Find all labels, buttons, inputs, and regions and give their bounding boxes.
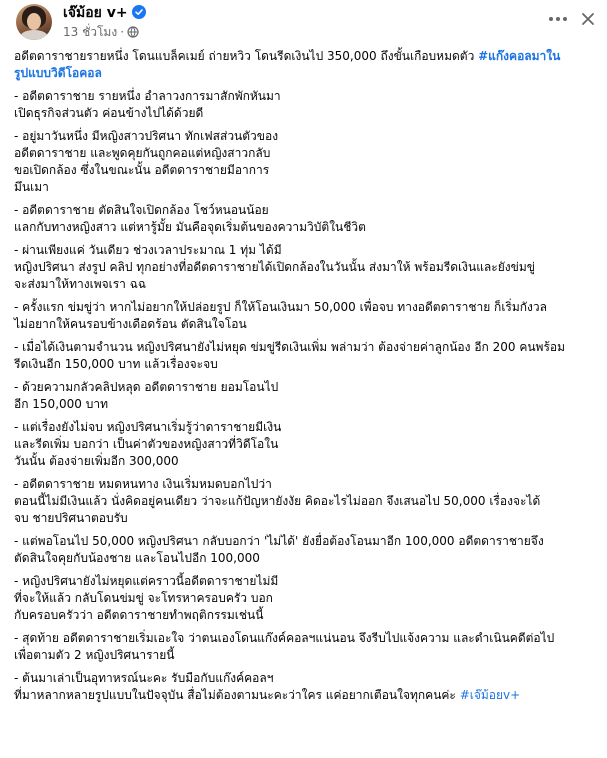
more-dot [556, 17, 560, 21]
post-paragraph [14, 573, 598, 624]
post-paragraph [14, 476, 598, 527]
author-name[interactable]: เจ๊ม้อย v+ [63, 5, 128, 21]
paragraph-text: แลกกับทางหญิงสาว แต่หารู้มั้ย มันคือจุดเริ่มต้นของความวิบัติในชีวิต [14, 220, 366, 234]
paragraph-text: - หญิงปริศนายังไม่หยุดแต่คราวนี้อดีตดาราชายไม่มี [14, 574, 279, 588]
post-paragraph [14, 419, 598, 470]
paragraph-text: - อดีตดาราชาย หมดหนทาง เงินเริ่มหมดบอกไปว่า [14, 477, 272, 491]
paragraph-text: มึนเมา [14, 180, 49, 194]
author-name-row [63, 4, 146, 22]
paragraph-text: - ด้วยความกลัวคลิปหลุด อดีตดาราชาย ยอมโอนไป [14, 380, 279, 394]
paragraph-text: ตัดสินใจคุยกับน้องชาย และโอนไปอีก 100,000 [14, 551, 260, 565]
paragraph-text: - สุดท้าย อดีตดาราชายเริ่มเอะใจ ว่าตนเองโดนแก๊งค์คอลฯแน่นอน จึงรีบไปแจ้งความ และดำเนินคดีต่อไป [14, 631, 555, 645]
avatar-body [20, 30, 48, 40]
close-icon[interactable] [577, 8, 599, 30]
meta-separator: · [120, 25, 125, 39]
paragraph-text: - แต่พอโอนไป 50,000 หญิงปริศนา กลับบอกว่า 'ไม่ได้' ยังยื่อต้องโอนมาอีก 100,000 อดีตดาราชายจึง [14, 534, 544, 548]
paragraph-text: - เมื่อได้เงินตามจำนวน หญิงปริศนายังไม่หยุด ข่มขู่รีดเงินเพิ่ม พล่ามว่า ต้องจ่ายค่าลูกน้อง อีก 200 คนพร้อม [14, 340, 566, 354]
paragraph-text: ที่มาหลากหลายรูปแบบในปัจจุบัน สื่อไม่ต้องตามนะคะว่าใคร แค่อยากเตือนใจทุกคนค่ะ [14, 688, 460, 702]
paragraph-text: อดีตดาราชาย และพูดคุยกันถูกคอแต่หญิงสาวกลับ [14, 146, 271, 160]
paragraph-text: หญิงปริศนา ส่งรูป คลิป ทุกอย่างที่อดีตดาราชายได้เปิดกล้องในวันนั้น ส่งมาให้ พร้อมรีดเงินและยังข่มขู่ [14, 260, 535, 274]
post-paragraph [14, 339, 598, 373]
paragraph-text: รีดเงินอีก 150,000 บาท แล้วเรื่องจะจบ [14, 357, 218, 371]
hashtag-link[interactable]: รูปแบบวิดีโอคอล [14, 66, 102, 80]
paragraph-text: - อยู่มาวันหนึ่ง มีหญิงสาวปริศนา ทักเฟสส่วนตัวของ [14, 129, 279, 143]
globe-icon[interactable] [127, 26, 139, 42]
paragraph-text: วันนั้น ต้องจ่ายเพิ่มอีก 300,000 [14, 454, 179, 468]
paragraph-text: จะส่งมาให้ทางเพจเรา ฉฉ [14, 277, 147, 291]
hashtag-link[interactable]: #แก๊งคอลมาใน [478, 49, 561, 63]
post-paragraph [14, 533, 598, 567]
author-avatar[interactable] [16, 4, 52, 40]
more-options-icon[interactable] [545, 8, 571, 30]
more-dot [549, 17, 553, 21]
paragraph-text: ตอนนี้ไม่มีเงินแล้ว นั่งคิดอยู่คนเดียว ว่าจะแก้ปัญหายังงัย คิดอะไรไม่ออก จึงเสนอไป 50,000 เรื่องจะได้ [14, 494, 541, 508]
more-dot [563, 17, 567, 21]
post-paragraph [14, 379, 598, 413]
paragraph-text: - ครั้งแรก ข่มขู่ว่า หากไม่อยากให้ปล่อยรูป ก็ให้โอนเงินมา 50,000 เพื่อจบ ทางอดีตดาราชาย ก็เริ่มกังวล [14, 300, 547, 314]
post-paragraph [14, 88, 598, 122]
paragraph-text: - ผ่านเพียงแค่ วันเดียว ช่วงเวลาประมาณ 1 ทุ่ม ได้มี [14, 243, 282, 257]
post-meta [63, 25, 139, 42]
paragraph-text: และรีดเพิ่ม บอกว่า เป็นค่าตัวของหญิงสาวที่วิดีโอใน [14, 437, 279, 451]
post-paragraph [14, 670, 598, 704]
paragraph-text: ที่จะให้แล้ว กลับโดนข่มขู่ จะโทรหาครอบครัว บอก [14, 591, 273, 605]
paragraph-text: กับครอบครัวว่า อดีตดาราชายทำพฤติกรรมเช่นนี้ [14, 608, 264, 622]
paragraph-text: - ต้นมาเล่าเป็นอุทาหรณ์นะคะ รับมือกับแก๊งค์คอลฯ [14, 671, 274, 685]
paragraph-text: เพื่อตามตัว 2 หญิงปริศนารายนี้ [14, 648, 175, 662]
post-paragraph [14, 630, 598, 664]
post-paragraph [14, 48, 598, 82]
post-paragraph [14, 202, 598, 236]
verified-badge-icon [132, 5, 146, 19]
paragraph-text: ไม่อยากให้คนรอบข้างเดือดร้อน ตัดสินใจโอน [14, 317, 247, 331]
post-header [0, 0, 607, 44]
paragraph-text: อดีตดาราชายรายหนึ่ง โดนแบล็คเมย์ ถ่ายหวิว โดนรีดเงินไป 350,000 ถึงขั้นเกือบหมดตัว [14, 49, 479, 63]
paragraph-text: - อดีตดาราชาย รายหนึ่ง อำลาวงการมาสักพักหันมา [14, 89, 281, 103]
paragraph-text: เปิดธุรกิจส่วนตัว ค่อนข้างไปได้ด้วยดี [14, 106, 204, 120]
paragraph-text: จบ ชายปริศนาตอบรับ [14, 511, 128, 525]
post-paragraph [14, 299, 598, 333]
post-time[interactable]: 13 ชั่วโมง [63, 25, 118, 39]
post-paragraph [14, 128, 598, 196]
avatar-face [27, 13, 41, 30]
post-body [14, 48, 598, 710]
paragraph-text: อีก 150,000 บาท [14, 397, 108, 411]
paragraph-text: - แต่เรื่องยังไม่จบ หญิงปริศนาเริ่มรู้ว่าดาราชายมีเงิน [14, 420, 282, 434]
paragraph-text: - อดีตดาราชาย ตัดสินใจเปิดกล้อง โชว์หนอนน้อย [14, 203, 269, 217]
post-paragraph [14, 242, 598, 293]
paragraph-text: ขอเปิดกล้อง ซึ่งในขณะนั้น อดีตดาราชายมีอาการ [14, 163, 270, 177]
hashtag-link[interactable]: #เจ๊ม้อยv+ [459, 688, 521, 702]
